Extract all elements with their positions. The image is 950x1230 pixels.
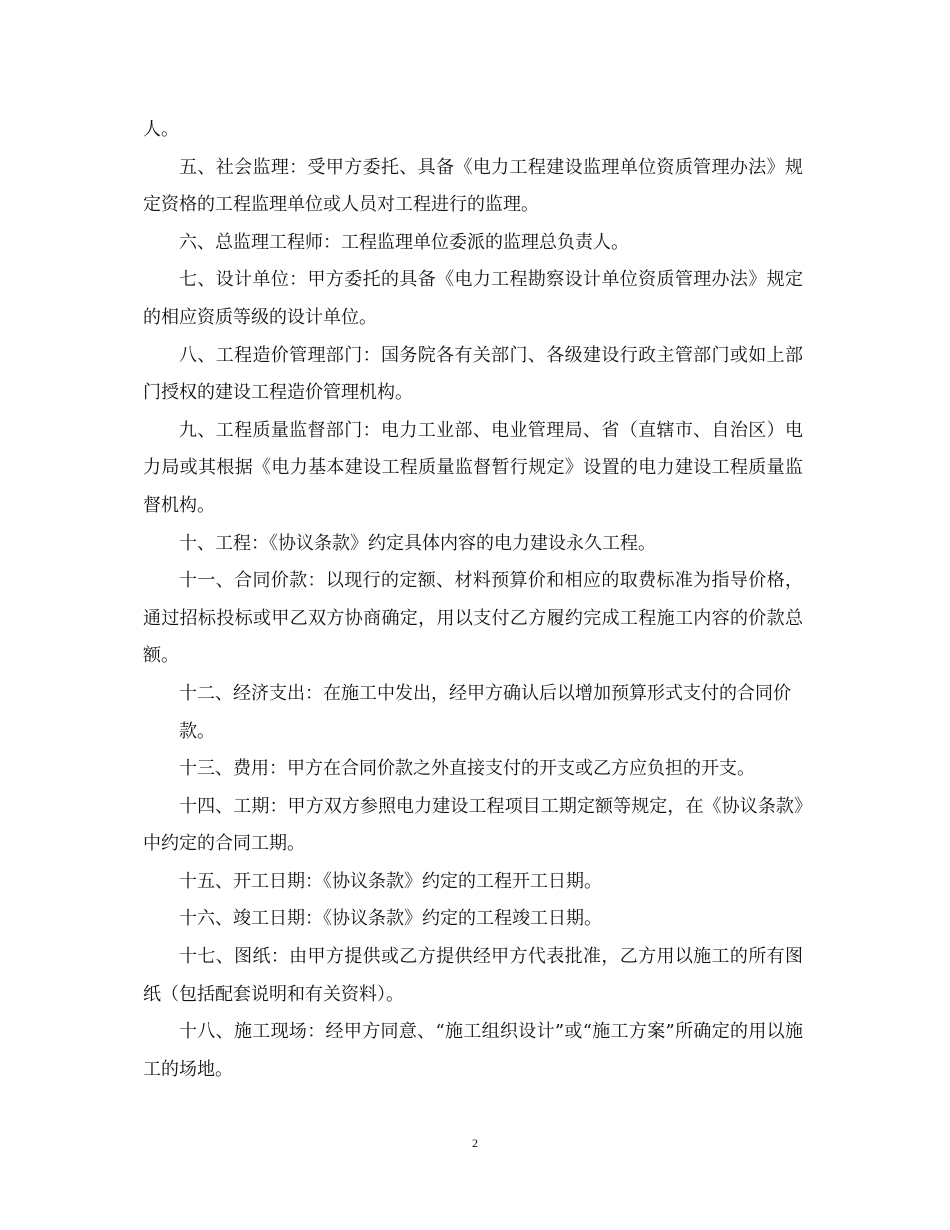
paragraph-clause-12-continuation: 款。 <box>179 720 215 742</box>
paragraph-clause-10: 十、工程：《协议条款》约定具体内容的电力建设永久工程。 <box>179 532 656 554</box>
paragraph-clause-16: 十六、竣工日期：《协议条款》约定的工程竣工日期。 <box>179 908 602 930</box>
paragraph-clause-14: 十四、工期：甲方双方参照电力建设工程项目工期定额等规定，在《协议条款》中约定的合同工期。 <box>143 795 803 855</box>
paragraph-clause-17: 十七、图纸：由甲方提供或乙方提供经甲方代表批准，乙方用以施工的所有图纸（包括配套说明和有关资料）。 <box>143 946 803 1005</box>
paragraph-clause-6: 六、总监理工程师：工程监理单位委派的监理总负责人。 <box>179 231 629 253</box>
paragraph-clause-11: 十一、合同价款：以现行的定额、材料预算价和相应的取费标准为指导价格，通过招标投标或甲乙双方协商确定，用以支付乙方履约完成工程施工内容的价款总额。 <box>143 570 803 667</box>
document-body <box>143 111 803 1088</box>
paragraph-clause-15: 十五、开工日期：《协议条款》约定的工程开工日期。 <box>179 870 602 892</box>
paragraph-clause-9: 九、工程质量监督部门：电力工业部、电业管理局、省（直辖市、自治区）电力局或其根据《电力基本建设工程质量监督暂行规定》设置的电力建设工程质量监督机构。 <box>143 419 803 516</box>
paragraph-clause-13: 十三、费用：甲方在合同价款之外直接支付的开支或乙方应负担的开支。 <box>179 758 755 780</box>
paragraph-clause-7: 七、设计单位：甲方委托的具备《电力工程勘察设计单位资质管理办法》规定的相应资质等级的设计单位。 <box>143 269 803 328</box>
page-number: 2 <box>472 1136 478 1150</box>
paragraph-clause-12: 十二、经济支出：在施工中发出，经甲方确认后以增加预算形式支付的合同价 <box>179 682 791 704</box>
paragraph-clause-18: 十八、施工现场：经甲方同意、“施工组织设计”或“施工方案”所确定的用以施工的场地。 <box>143 1021 803 1080</box>
paragraph-continuation: 人。 <box>143 119 179 140</box>
paragraph-clause-5: 五、社会监理：受甲方委托、具备《电力工程建设监理单位资质管理办法》规定资格的工程监理单位或人员对工程进行的监理。 <box>143 156 803 216</box>
paragraph-clause-8: 八、工程造价管理部门：国务院各有关部门、各级建设行政主管部门或如上部门授权的建设工程造价管理机构。 <box>143 344 803 404</box>
